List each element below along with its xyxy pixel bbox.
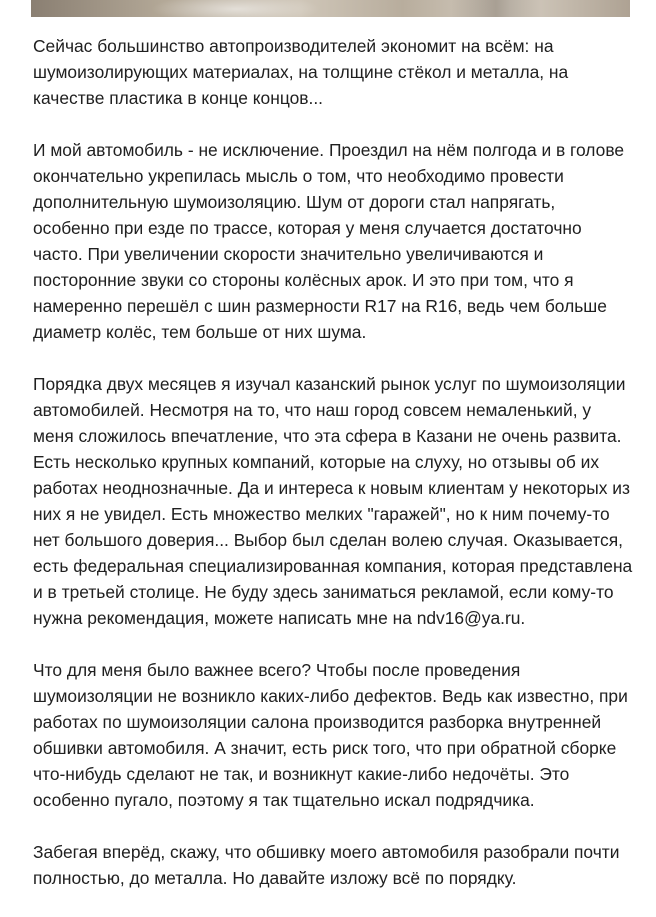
article-paragraph-4: Что для меня было важнее всего? Чтобы после проведения шумоизоляции не возникло каких-либо дефектов. Ведь как известно, при работах по шумоизоляции салона производится разборка внутренней обшивки автомобиля. А значит, есть риск того, что при обратной сборке что-нибудь сделают не так, и возникнут какие-либо недочёты. Это особенно пугало, поэтому я так тщательно искал подрядчика. [33, 660, 628, 810]
article-body [33, 33, 633, 917]
article-paragraph-3: Порядка двух месяцев я изучал казанский рынок услуг по шумоизоляции автомобилей. Несмотря на то, что наш город совсем немаленький, у меня сложилось впечатление, что эта сфера в Казани не очень развита. Есть несколько крупных компаний, которые на слуху, но отзывы об их работах неоднозначные. Да и интереса к новым клиентам у некоторых из них я не увидел. Есть множество мелких "гаражей", но к ним почему-то нет большого доверия... Выбор был сделан волею случая. Оказывается, есть федеральная специализированная компания, которая представлена и в третьей столице. Не буду здесь заниматься рекламой, если кому-то нужна рекомендация, можете написать мне на ndv16@ya.ru. [33, 374, 633, 628]
article-hero-image [31, 0, 630, 17]
article-paragraph-2: И мой автомобиль - не исключение. Проездил на нём полгода и в голове окончательно укрепилась мысль о том, что необходимо провести дополнительную шумоизоляцию. Шум от дороги стал напрягать, особенно при езде по трассе, которая у меня случается достаточно часто. При увеличении скорости значительно увеличиваются и посторонние звуки со стороны колёсных арок. И это при том, что я намеренно перешёл с шин размерности R17 на R16, ведь чем больше диаметр колёс, тем больше от них шума. [33, 140, 625, 342]
article-paragraph-5: Забегая вперёд, скажу, что обшивку моего автомобиля разобрали почти полностью, до металла. Но давайте изложу всё по порядку. [33, 842, 620, 888]
article-paragraph-1: Сейчас большинство автопроизводителей экономит на всём: на шумоизолирующих материалах, на толщине стёкол и металла, на качестве пластика в конце концов... [33, 36, 569, 108]
